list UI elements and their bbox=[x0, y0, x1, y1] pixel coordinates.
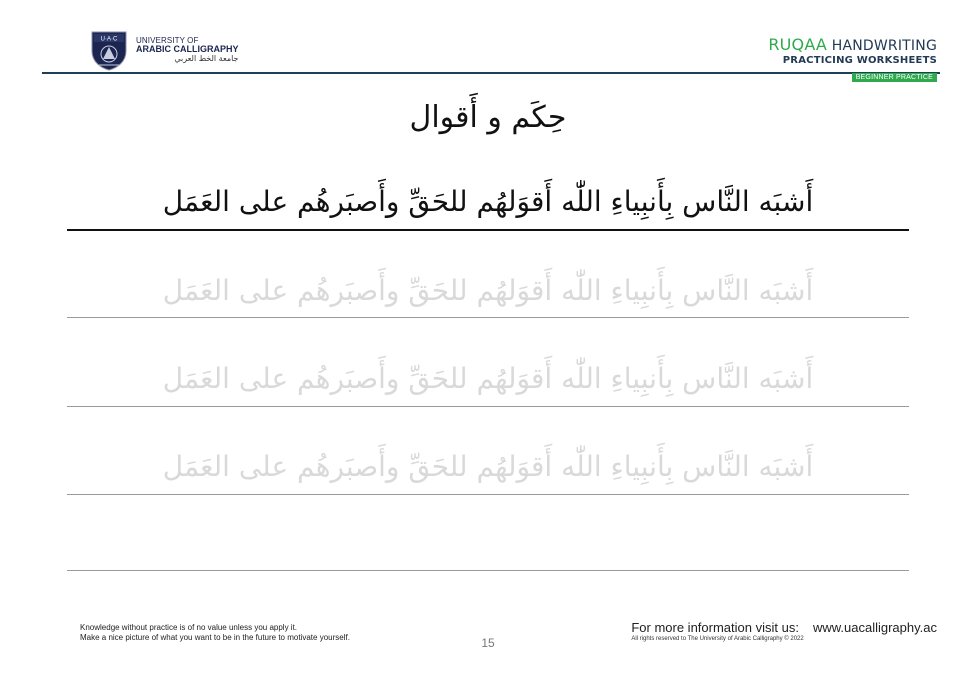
brand-block bbox=[768, 35, 937, 66]
footer-info-block bbox=[631, 620, 937, 642]
brand-title bbox=[768, 35, 937, 54]
page-number: 15 bbox=[481, 636, 495, 650]
brand-subtitle: PRACTICING WORKSHEETS bbox=[782, 55, 937, 66]
university-shield-icon bbox=[89, 29, 129, 71]
trace-line: أَشبَه النَّاس بِأَنبِياءِ اللّٰه أَقوَلهُم للحَقِّ وأَصبَرهُم على العَمَل bbox=[162, 362, 814, 395]
footer-info bbox=[631, 620, 937, 635]
trace-line: أَشبَه النَّاس بِأَنبِياءِ اللّٰه أَقوَلهُم للحَقِّ وأَصبَرهُم على العَمَل bbox=[162, 450, 814, 483]
baseline-rule bbox=[67, 229, 909, 231]
info-label: For more information visit us: bbox=[631, 620, 799, 635]
logo-monogram: U·A·C bbox=[100, 36, 118, 43]
logo-line1: UNIVERSITY OF bbox=[136, 35, 199, 45]
copyright-text: All rights reserved to The University of Arabic Calligraphy © 2022 bbox=[631, 636, 804, 642]
model-line: أَشبَه النَّاس بِأَنبِياءِ اللّٰه أَقوَلهُم للحَقِّ وأَصبَرهُم على العَمَل bbox=[162, 185, 814, 218]
website-link[interactable]: www.uacalligraphy.ac bbox=[812, 620, 937, 635]
logo-text bbox=[136, 37, 239, 63]
trace-line: أَشبَه النَّاس بِأَنبِياءِ اللّٰه أَقوَلهُم للحَقِّ وأَصبَرهُم على العَمَل bbox=[162, 274, 814, 307]
logo-line3: جامعة الخط العربي bbox=[174, 53, 239, 63]
footer-quote-1: Knowledge without practice is of no value unless you apply it. bbox=[80, 623, 298, 632]
brand-accent: RUQAA bbox=[768, 35, 828, 54]
header-divider bbox=[42, 72, 940, 74]
baseline-rule bbox=[67, 494, 909, 495]
baseline-rule bbox=[67, 406, 909, 407]
practice-rule bbox=[67, 570, 909, 571]
university-logo bbox=[89, 29, 239, 71]
level-badge: BEGINNER PRACTICE bbox=[852, 73, 937, 82]
logo-line2: ARABIC CALLIGRAPHY bbox=[136, 44, 239, 55]
brand-rest: HANDWRITING bbox=[827, 38, 937, 54]
worksheet-title: حِكَم و أَقوال bbox=[409, 100, 567, 135]
footer-quote-2: Make a nice picture of what you want to be in the future to motivate yourself. bbox=[80, 633, 350, 643]
baseline-rule bbox=[67, 317, 909, 318]
